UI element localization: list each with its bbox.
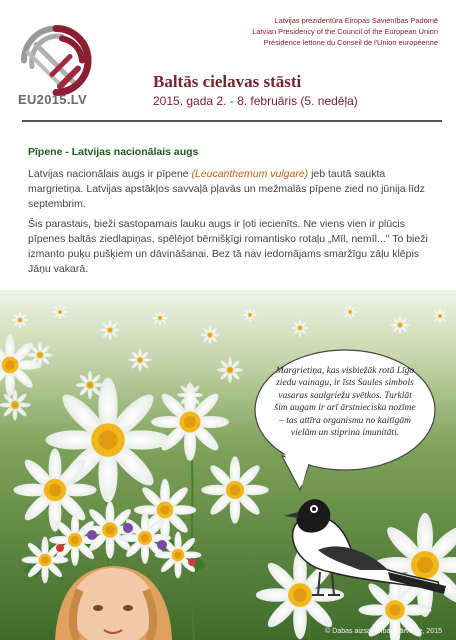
article-paragraph-2: Šis parastais, bieži sastopamais lauku augs ir ļoti iecienīts. Ne viens vien ir plūcis pīpenes baltās ziedlapiņas, spēlējot bērnišķīgi romantisko rotaļu „Mīl, nemīl..." To bieži izmanto puķu pušķiem un dāvināšanai. Bez tā nav iedomājams smaržīgu zāļu klēpis Jāņu vakarā. — [28, 218, 428, 275]
presidency-line-en: Latvian Presidency of the Council of the European Union — [252, 27, 438, 36]
latin-name: (Leucanthemum vulgare) — [191, 168, 309, 180]
bubble-text: Margrietiņa, kas visbiežāk rotā Līgo ziedu vainagu, ir īsts Saules simbols vasaras saulgriežu svētkos. Turklāt šim augam ir arī ārstnieciska nozīme – tas attīra organismu no kaitīgām vielām un stiprina imunitāti. — [274, 366, 416, 439]
document-title: Baltās cielavas stāsti — [153, 72, 302, 91]
logo-text: EU2015.LV — [18, 92, 87, 107]
article — [28, 146, 433, 282]
photo-credit: © Dabas aizsardzības pārvalde, 2015 — [325, 628, 442, 635]
document-date: 2015. gada 2. - 8. februāris (5. nedēļa) — [153, 94, 358, 108]
presidency-line-lv: Latvijas prezidentūra Eiropas Savienības Padomē — [274, 16, 438, 25]
article-heading: Pīpene - Latvijas nacionālais augs — [28, 146, 199, 158]
page-header — [0, 0, 456, 125]
header-divider — [22, 120, 442, 122]
meadow-photo — [0, 290, 456, 640]
article-paragraph-1: Latvijas nacionālais augs ir pīpene (Leucanthemum vulgare) jeb tautā saukta margrietiņa. Latvijas apstākļos savvaļā pļavās un mežmalās pīpene zied no jūnija līdz septembrim. — [28, 168, 425, 210]
presidency-text — [252, 15, 438, 48]
presidency-line-fr: Présidence lettone du Conseil de l'Union européenne — [263, 38, 438, 47]
